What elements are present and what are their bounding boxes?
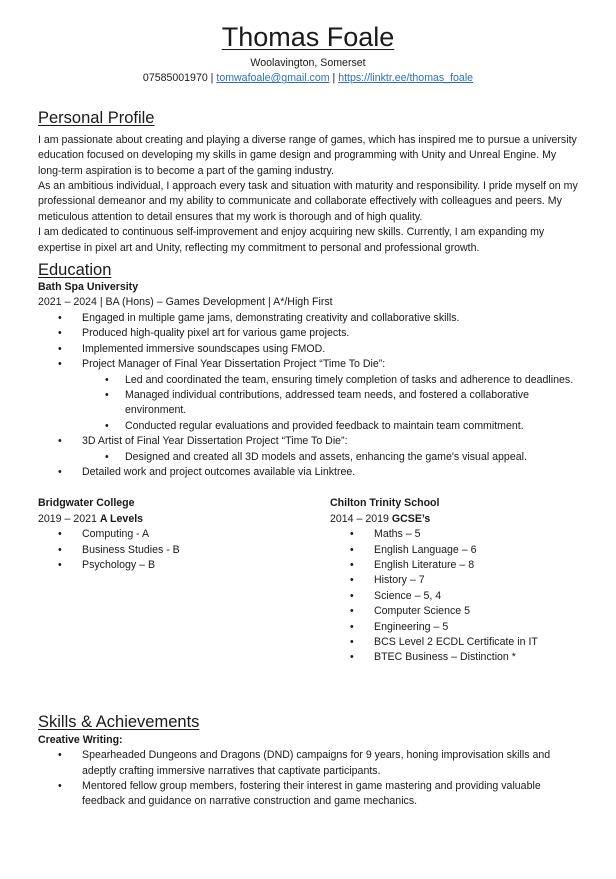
list-item: • Spearheaded Dungeons and Dragons (DND) campaigns for 9 years, honing improvisation skills and adeptly crafting immersive narratives that captivate participants.: [38, 748, 578, 779]
list-item: • Detailed work and project outcomes available via Linktree.: [38, 465, 578, 480]
university-name: Bath Spa University: [38, 281, 139, 294]
profile-paragraph: As an ambitious individual, I approach every task and situation with maturity and responsibility. I pride myself on my professional demeanor and my ability to communicate and collaborate effectively with colleagues and peers. My meticulous attention to detail ensures that my work is thorough and of high quality.: [38, 180, 578, 223]
list-item-label: 3D Artist of Final Year Dissertation Project “Time To Die”:: [82, 435, 348, 448]
school-bullets: [330, 527, 578, 666]
list-item: • English Literature – 8: [330, 558, 578, 573]
university-detail: 2021 – 2024 | BA (Hons) – Games Development | A*/High First: [38, 296, 333, 309]
creative-writing-heading: Creative Writing:: [38, 733, 123, 746]
list-item: • Engineering – 5: [330, 620, 578, 635]
list-item-project-manager: [38, 357, 578, 434]
email-link[interactable]: tomwafoale@gmail.com: [216, 72, 330, 85]
list-item: • English Language – 6: [330, 543, 578, 558]
linktree-link[interactable]: https://linktr.ee/thomas_foale: [338, 72, 474, 85]
candidate-name: Thomas Foale: [221, 22, 395, 52]
list-item: • Computer Science 5: [330, 604, 578, 619]
resume-page: [38, 18, 578, 810]
list-item: • Engaged in multiple game jams, demonstrating creativity and collaborative skills.: [38, 311, 578, 326]
school-name: Chilton Trinity School: [330, 497, 440, 510]
college-name: Bridgwater College: [38, 497, 135, 510]
location: Woolavington, Somerset: [250, 57, 366, 69]
contact-separator: |: [329, 72, 339, 85]
college-detail: [38, 512, 330, 527]
university-block: [38, 280, 578, 480]
college-block: [38, 496, 330, 665]
list-item: • Implemented immersive soundscapes using FMOD.: [38, 342, 578, 357]
list-item: • Conducted regular evaluations and provided feedback to maintain team commitment.: [38, 419, 578, 434]
school-block: [330, 496, 578, 665]
list-item: • Produced high-quality pixel art for various game projects.: [38, 326, 578, 341]
3d-artist-sub-bullets: [82, 450, 578, 465]
list-item: • Business Studies - B: [38, 543, 330, 558]
creative-writing-bullets: [38, 748, 578, 810]
list-item: • History – 7: [330, 573, 578, 588]
list-item-3d-artist: [38, 434, 578, 465]
school-detail: [330, 512, 578, 527]
phone-number: 07585001970 |: [142, 72, 217, 85]
skills-heading: Skills & Achievements: [38, 712, 200, 731]
school-years: 2014 – 2019: [330, 512, 392, 525]
list-item: • Managed individual contributions, addressed team needs, and fostered a collaborative environment.: [38, 388, 578, 419]
list-item: • Led and coordinated the team, ensuring timely completion of tasks and adherence to deadlines.: [38, 373, 578, 388]
list-item: • Psychology – B: [38, 558, 330, 573]
list-item: • BCS Level 2 ECDL Certificate in IT: [330, 635, 578, 650]
list-item: • Computing - A: [38, 527, 330, 542]
college-years: 2019 – 2021: [38, 512, 100, 525]
list-item: • Designed and created all 3D models and assets, enhancing the game's visual appeal.: [38, 450, 578, 465]
personal-profile-heading: Personal Profile: [38, 108, 155, 127]
list-item: • Mentored fellow group members, fostering their interest in game mastering and providing valuable feedback and guidance on narrative construction and game mechanics.: [38, 779, 578, 810]
university-bullets: [38, 311, 578, 480]
profile-paragraph: I am passionate about creating and playing a diverse range of games, which has inspired me to pursue a university education focused on developing my skills in game design and programming with Unity and Unreal Engine. My long-term aspiration is to become a part of the gaming industry.: [38, 133, 577, 177]
profile-paragraph: I am dedicated to continuous self-improvement and enjoy acquiring new skills. Currently, I am expanding my expertise in pixel art and Unity, reflecting my commitment to personal and professional growth.: [38, 226, 545, 254]
education-heading: Education: [38, 261, 112, 280]
list-item: • Science – 5, 4: [330, 589, 578, 604]
college-level: A Levels: [99, 512, 144, 525]
college-bullets: [38, 527, 330, 573]
project-manager-sub-bullets: [82, 373, 578, 435]
list-item: • BTEC Business – Distinction *: [330, 650, 578, 665]
list-item-label: Project Manager of Final Year Dissertation Project “Time To Die”:: [82, 358, 386, 371]
contact-line: [38, 71, 578, 86]
list-item: • Maths – 5: [330, 527, 578, 542]
secondary-education: [38, 496, 578, 665]
school-level: GCSE’s: [391, 512, 431, 525]
personal-profile-section: [38, 133, 578, 256]
